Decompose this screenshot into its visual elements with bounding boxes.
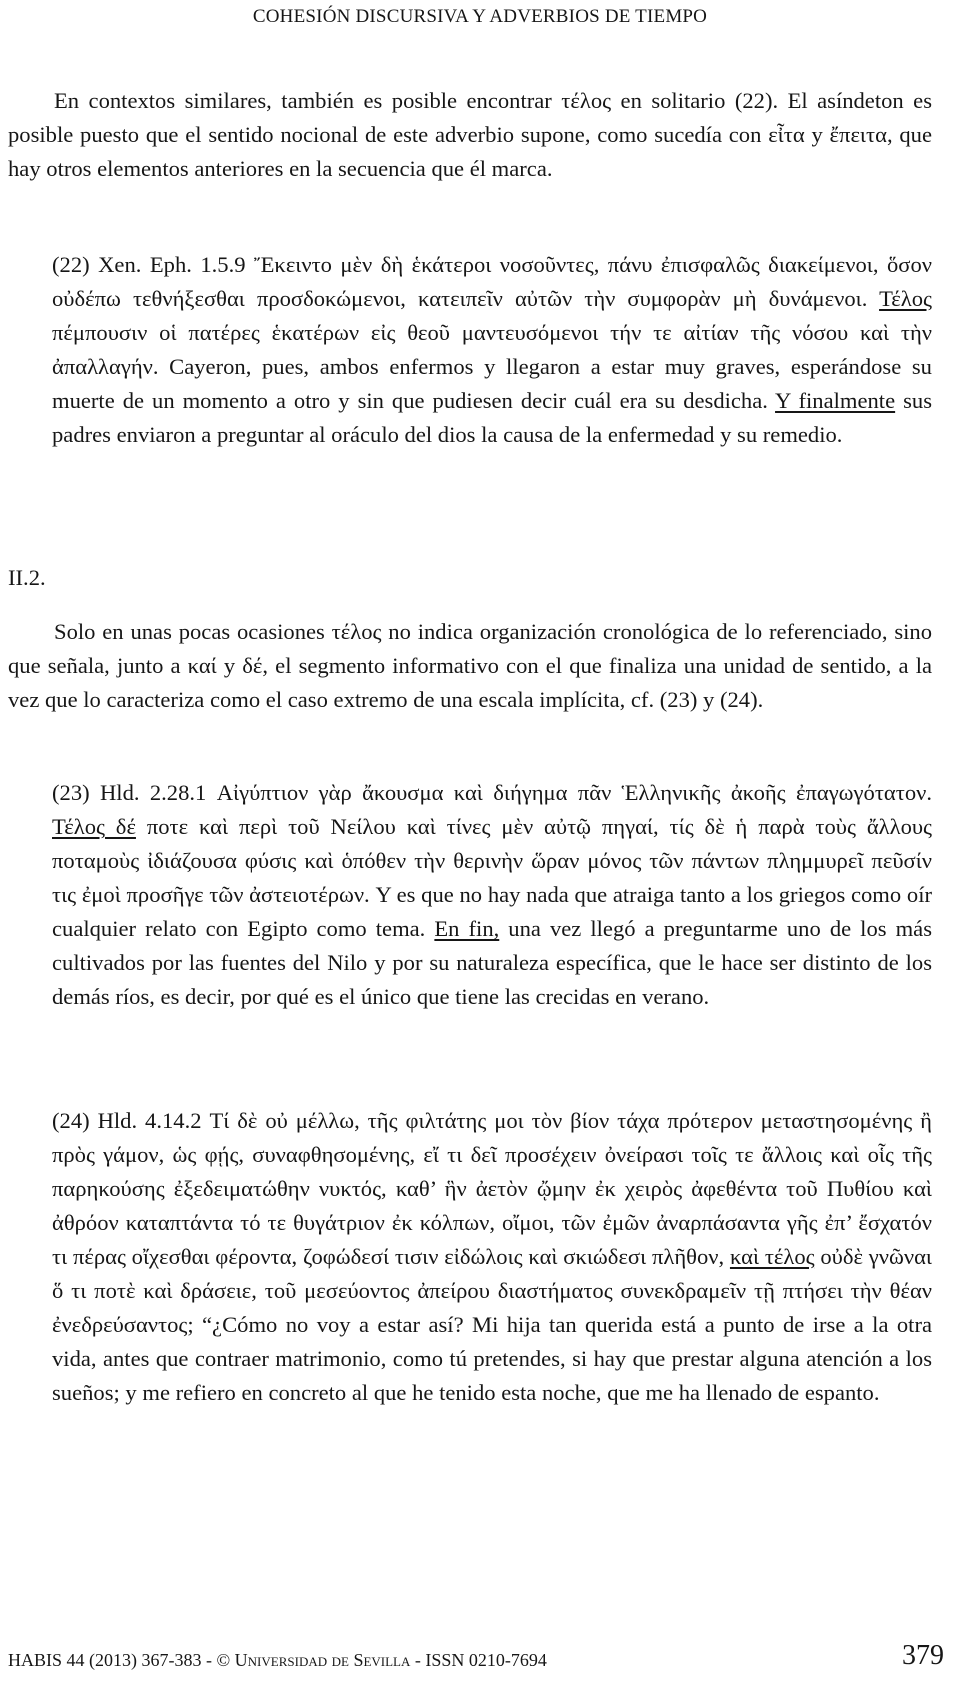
section-paragraph: [8, 615, 932, 717]
example-22-greek-marker: Τέλος: [879, 286, 932, 311]
example-23: [52, 776, 932, 1014]
para2-text-4: , el segmento informativo con el que finaliza una unidad de sentido, a la vez que lo caracteriza como el caso extremo de una escala implícita, cf. (23) y (24).: [8, 653, 933, 712]
example-22-translation-marker: Y finalmente: [775, 388, 896, 413]
example-23-translation-2: una vez llegó a preguntarme uno de los más cultivados por las fuentes del Nilo y por su naturaleza específica, que le hace ser distinto de los demás ríos, es decir, por qué es el único que tiene las crecidas en verano.: [52, 916, 932, 1009]
intro-text-3: y: [804, 122, 830, 147]
footer-journal: HABIS 44 (2013) 367-383 - ©: [8, 1650, 235, 1670]
page-number: 379: [902, 1640, 944, 1671]
intro-greek-2: εἶτα: [768, 122, 805, 147]
example-23-translation-marker: En fin,: [434, 916, 500, 941]
example-22-greek-2: πέμπουσιν οἱ πατέρες ἑκατέρων εἰς θεοῦ μαντευσόμενοι τήν τε αἰτίαν τῆς νόσου καὶ τὴν ἀπαλλαγήν.: [52, 320, 932, 379]
example-22-greek-1: Ἔκειντο μὲν δὴ ἑκάτεροι νοσοῦντες, πάνυ ἐπισφαλῶς διακείμενοι, ὅσον οὐδέπω τεθνήξεσθαι προσδοκώμενοι, κατειπεῖν αὐτῶν τὴν συμφορὰν μὴ δυνάμενοι.: [52, 252, 932, 311]
example-24-greek-2: οὐδὲ γνῶναι ὅ τι ποτὲ καὶ δράσειε, τοῦ μεσεύοντος ἀπείρου διαστήματος συνεκδραμεῖν τῇ πτήσει τὴν θέαν ἐνεδρεύσαντος;: [52, 1244, 932, 1337]
para2-text-2: no indica organización cronológica de lo referenciado, sino que señala, junto a: [8, 619, 932, 678]
para2-greek-2: καί: [187, 653, 217, 678]
para2-greek-1: τέλος: [331, 619, 382, 644]
example-24-reference: (24) Hld. 4.14.2: [52, 1108, 210, 1133]
footer-issn: - ISSN 0210-7694: [410, 1650, 547, 1670]
example-23-greek-2: ποτε καὶ περὶ τοῦ Νείλου καὶ τίνες μὲν αὐτῷ πηγαί, τίς δὲ ἡ παρὰ τοὺς ἄλλους ποταμοὺς ἰδιάζουσα φύσις καὶ ὁπόθεν τὴν θερινὴν ὥραν μόνος τῶν πάντων πλημμυρεῖ πεῦσίν τις ἐμοὶ προσῆγε τῶν ἀστειοτέρων.: [52, 814, 932, 907]
intro-text-2: en solitario (22). El asíndeton es posible puesto que el sentido nocional de este adverbio supone, como sucedía con: [8, 88, 932, 147]
intro-paragraph: [8, 84, 932, 186]
example-22-translation-1: Cayeron, pues, ambos enfermos y llegaron a estar muy graves, esperándose su muerte de un momento a otro y sin que pudiesen decir cuál era su desdicha.: [52, 354, 932, 413]
example-22-translation-2: sus padres enviaron a preguntar al oráculo del dios la causa de la enfermedad y su remedio.: [52, 388, 932, 447]
para2-text-3: y: [216, 653, 243, 678]
example-24-translation-1: “¿Cómo no voy a estar así? Mi hija tan querida está a punto de irse a la otra vida, antes que contraer matrimonio, como tú pretendes, si hay que prestar alguna atención a los sueños; y me refiero en concreto al que he tenido esta noche, que me ha llenado de espanto.: [52, 1312, 932, 1405]
example-23-greek-1: Αἰγύπτιον γὰρ ἄκουσμα καὶ διήγημα πᾶν Ἑλληνικῆς ἀκοῆς ἐπαγωγότατον.: [216, 780, 932, 805]
footer-publisher: Universidad de Sevilla: [234, 1650, 411, 1670]
intro-greek-1: τέλος: [561, 88, 612, 113]
running-head: COHESIÓN DISCURSIVA Y ADVERBIOS DE TIEMPO: [252, 6, 708, 27]
example-24: [52, 1104, 932, 1410]
intro-text-1: En contextos similares, también es posible encontrar: [54, 88, 562, 113]
para2-greek-3: δέ: [242, 653, 263, 678]
intro-greek-3: ἔπειτα: [829, 122, 887, 147]
para2-text-1: Solo en unas pocas ocasiones: [54, 619, 332, 644]
example-23-greek-marker: Τέλος δέ: [52, 814, 136, 839]
footer-citation: [8, 1650, 547, 1671]
example-23-translation-1: Y es que no hay nada que atraiga tanto a los griegos como oír cualquier relato con Egipto como tema.: [52, 882, 932, 941]
example-22: [52, 248, 932, 452]
section-heading: II.2.: [8, 565, 46, 590]
example-24-greek-1: Τί δὲ οὐ μέλλω, τῆς φιλτάτης μοι τὸν βίον τάχα πρότερον μεταστησομένης ἢ πρὸς γάμον, ὡς φῄς, συναφθησομένης, εἴ τι δεῖ προσέχειν ὀνείρασι τοῖς τε ἄλλοις καὶ οἷς τῆς παρηκούσης ἐξεδειματώθην νυκτός, καθ’ ἣν ἀετὸν ᾤμην ἐκ χειρὸς ἀφεθέντα τοῦ Πυθίου καὶ ἀθρόον καταπτάντα τό τε θυγάτριον ἐκ κόλπων, οἴμοι, τῶν ἐμῶν ἀναρπάσαντα γῆς ἐπ’ ἔσχατόν τι πέρας οἴχεσθαι φέροντα, ζοφώδεσί τισιν εἰδώλοις καὶ σκιώδεσι πλῆθον,: [52, 1108, 932, 1269]
example-22-reference: (22) Xen. Eph. 1.5.9: [52, 252, 254, 277]
intro-text-4: , que hay otros elementos anteriores en la secuencia que él marca.: [8, 122, 932, 181]
example-23-reference: (23) Hld. 2.28.1: [52, 780, 217, 805]
example-24-greek-marker: καὶ τέλος: [729, 1244, 815, 1269]
